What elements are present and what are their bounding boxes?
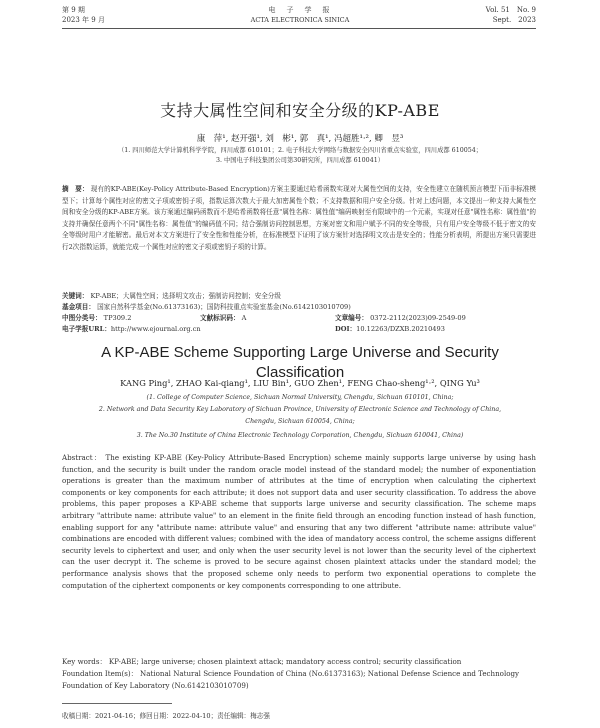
footer-rule (62, 703, 172, 704)
keywords-cn-text: KP-ABE；大属性空间；选择明文攻击；强制访问控制；安全分级 (90, 292, 281, 300)
received-date-footer: 收稿日期：2021-04-16；修回日期：2022-04-10；责任编辑：梅志强 (62, 712, 270, 720)
url-label: 电子学报URL： (62, 325, 111, 333)
clc-line (62, 313, 131, 324)
clc-value: TP309.2 (103, 314, 132, 322)
doc-code-line (200, 313, 246, 324)
article-no-label: 文章编号： (335, 314, 368, 322)
fund-cn (62, 302, 351, 313)
affiliation-en-line: (1. College of Computer Science, Sichuan Normal University, Chengdu, Sichuan 610101, China; (146, 394, 454, 401)
abstract-cn (62, 184, 536, 254)
abstract-en (62, 452, 536, 591)
keywords-en-label: Key words： (62, 657, 107, 666)
volume-number: Vol. 51 No. 9 (485, 6, 536, 14)
paper-title-en: A KP-ABE Scheme Supporting Large Universe and Security Classification (101, 344, 499, 381)
fund-en-label: Foundation Item(s)： (62, 669, 138, 678)
journal-name-en: ACTA ELECTRONICA SINICA (250, 16, 350, 24)
doi-group (335, 324, 445, 335)
affiliation-cn-line: （1. 四川师范大学计算机科学学院，四川成都 610101；2. 电子科技大学网络与数据安全四川省重点实验室，四川成都 610054； (117, 147, 483, 154)
fund-cn-label: 基金项目： (62, 303, 95, 311)
doc-code-value: A (241, 314, 247, 322)
affiliation-en-line: 2. Network and Data Security Key Laboratory of Sichuan Province, University of Electronic Science and Technology of China, (98, 406, 502, 413)
article-no-line (335, 313, 466, 324)
affiliation-en-line: 3. The No.30 Institute of China Electronic Technology Corporation, Chengdu, Sichuan 610041, China) (136, 432, 464, 439)
doc-code-label: 文献标识码： (200, 314, 240, 322)
header-rule (62, 28, 536, 29)
keywords-en-text: KP-ABE; large universe; chosen plaintext attack; mandatory access control; security classification (108, 657, 462, 666)
keywords-cn-label: 关键词： (62, 292, 89, 300)
abstract-en-label: Abstract： (62, 453, 103, 462)
abstract-cn-label: 摘 要： (62, 185, 89, 193)
article-no-value: 0372-2112(2023)09-2549-09 (370, 314, 466, 322)
url-value: http://www.ejournal.org.cn (110, 325, 201, 333)
fund-cn-text: 国家自然科学基金(No.61373163)；国防科技重点实验室基金(No.6142103010709) (97, 303, 351, 311)
affiliation-cn-line: 3. 中国电子科技集团公司第30研究所，四川成都 610041） (216, 157, 384, 164)
keywords-en (62, 656, 536, 668)
doi-value: 10.12263/DZXB.20210493 (356, 325, 445, 333)
issue-date-cn: 2023 年 9 月 (62, 16, 105, 24)
abstract-cn-text: 现有的KP-ABE(Key-Policy Attribute-Based Encryption)方案主要通过哈希函数实现对大属性空间的支持，安全性建立在随机预言模型下而非标准模型下；计算每个属性对应的密文子项或密钥子项，指数运算次数大于最大加密属性个数；不支持数据和用户安全分级。针对上述问题，本文提出一种支持大属性空间和安全分级的KP-ABE方案。该方案通过编码函数而不是哈希函数将任意"属性名称：属性值"编码映射至有限域中的一个元素，实现对任意"属性名称：属性值"的支持并确保任意两个不同"属性名称：属性值"的编码值不同；结合强制访问控制思想，方案对密文和用户赋予不同的安全等级，只有用户安全等级不低于密文的安全等级时用户才能解密。最后对本文方案进行了安全性和性能分析，在标准模型下证明了该方案针对选择明文攻击是安全的；性能分析表明，所提出方案只需要进行2次指数运算，就能完成一个属性对应的密文子项或密钥子项的计算。 (62, 185, 536, 251)
url-line (62, 324, 536, 335)
doi-label: DOI： (335, 325, 357, 333)
clc-label: 中图分类号： (62, 314, 102, 322)
fund-en (62, 668, 536, 691)
keywords-cn (62, 291, 281, 302)
journal-name-cn: 电 子 学 报 (268, 6, 332, 14)
authors-en: KANG Ping¹, ZHAO Kai-qiang¹, LIU Bin¹, GUO Zhen¹, FENG Chao-sheng¹·², QING Yu³ (120, 378, 480, 388)
issue-date-en: Sept. 2023 (492, 16, 536, 24)
issue-number-cn: 第 9 期 (62, 6, 85, 14)
fund-en-text: National Natural Science Foundation of China (No.61373163); National Defense Science and Technology Foundation of Key Laboratory (No.6142103010709) (62, 669, 520, 690)
abstract-en-text: The existing KP-ABE (Key-Policy Attribute-Based Encryption) scheme mainly supports large universe by using hash function, and the security is built under the random oracle model instead of the standard model; the number of exponentiation operations is greater than the maximum number of attributes at the time of encryption when calculating the ciphertext components or key components for each attribute; it does not support data and user security classification. To address the above problems, this paper proposes a KP-ABE scheme that supports large universe and security classification. The scheme maps arbitrary "attribute name: attribute value" to an element in the finite field through an encoding function instead of hash function, enabling support for any "attribute name: attribute value" and ensuring that any two different "attribute name: attribute value" combinations are encoded with different values; combined with the idea of mandatory access control, the scheme assigns different security levels to ciphertext and user, and only when the user security level is not lower than the security level of the ciphertext can the user decrypt it. The scheme is proved to be secure against chosen plaintext attacks under the standard model; the performance analysis shows that the proposed scheme only needs to perform two exponential operations to complete the computation of the ciphertext components or key components corresponding to one attribute. (62, 453, 536, 590)
paper-title-cn: 支持大属性空间和安全分级的KP-ABE (160, 101, 440, 120)
affiliation-en-line: Chengdu, Sichuan 610054, China; (245, 418, 355, 425)
authors-cn: 康 萍¹, 赵开强¹, 刘 彬¹, 郭 真¹, 冯超胜¹·², 卿 昱³ (196, 134, 404, 144)
